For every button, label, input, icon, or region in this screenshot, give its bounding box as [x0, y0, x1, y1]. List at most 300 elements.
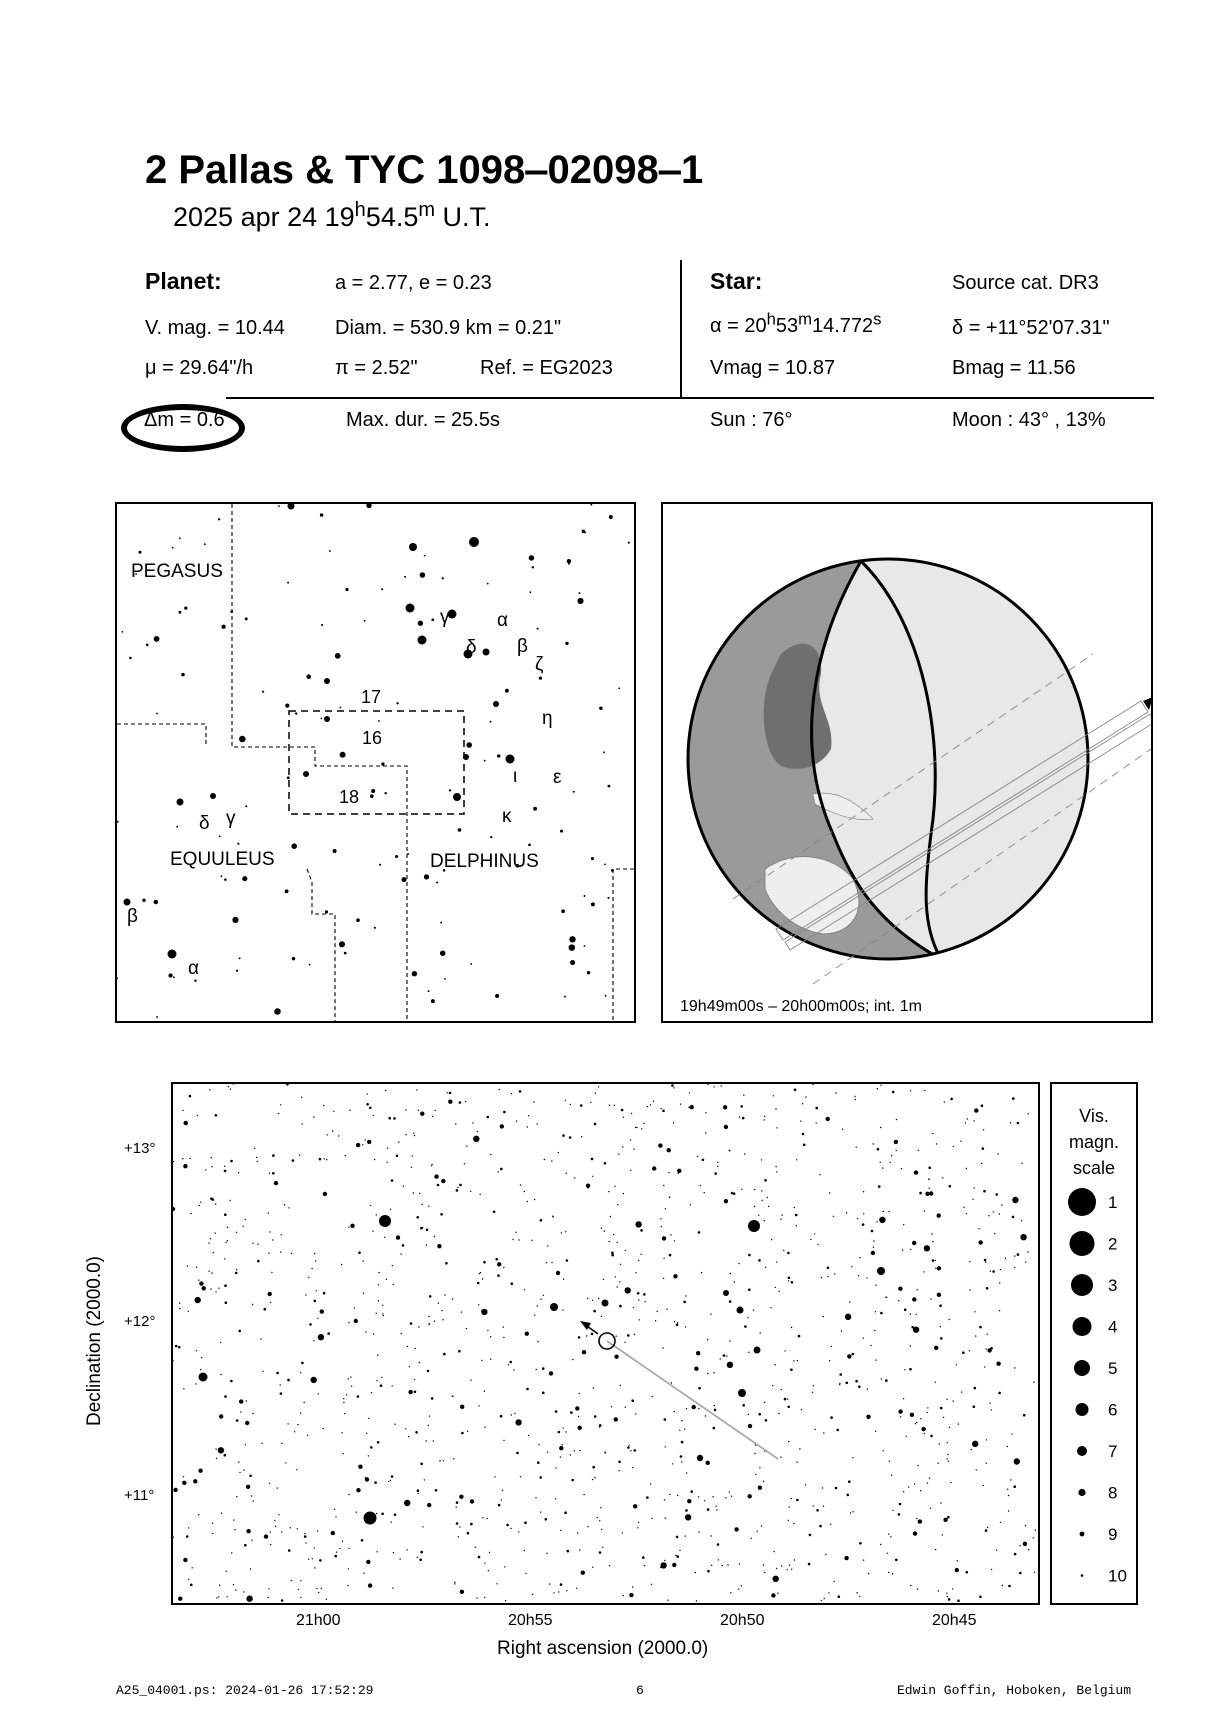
detail-star: [536, 1123, 537, 1124]
finder-star: [366, 504, 371, 508]
star-label-delta-equulei: δ: [199, 813, 210, 834]
detail-star: [199, 1373, 208, 1382]
detail-star: [880, 1127, 881, 1128]
detail-star: [877, 1267, 885, 1275]
detail-star: [899, 1503, 902, 1506]
detail-star: [219, 1585, 220, 1586]
detail-star: [661, 1108, 662, 1109]
detail-star: [193, 1479, 197, 1483]
planet-heading: Planet:: [145, 268, 222, 294]
detail-star: [189, 1095, 192, 1098]
detail-star: [429, 1415, 430, 1416]
detail-star: [892, 1091, 895, 1094]
detail-star: [917, 1289, 918, 1290]
detail-star: [271, 1272, 272, 1273]
detail-star: [434, 1236, 435, 1237]
detail-star: [516, 1452, 519, 1455]
detail-star: [763, 1119, 764, 1120]
detail-star: [961, 1391, 962, 1392]
detail-star: [257, 1161, 258, 1162]
detail-star: [598, 1298, 599, 1299]
detail-star: [940, 1502, 941, 1503]
detail-star: [904, 1369, 905, 1370]
detail-star: [658, 1143, 662, 1147]
detail-star: [550, 1303, 558, 1311]
finder-star: [444, 978, 446, 980]
x-axis-label: Right ascension (2000.0): [497, 1638, 709, 1659]
detail-star: [793, 1523, 794, 1524]
detail-star: [372, 1231, 373, 1232]
detail-star: [268, 1588, 269, 1589]
finder-star: [420, 572, 426, 578]
scale-title-line: scale: [1072, 1158, 1116, 1178]
detail-star: [313, 1116, 314, 1117]
detail-star: [528, 1115, 529, 1116]
detail-star: [924, 1245, 930, 1251]
detail-star: [224, 1213, 227, 1216]
detail-star: [761, 1525, 762, 1526]
detail-star: [805, 1096, 806, 1097]
detail-star: [764, 1179, 767, 1182]
detail-star: [888, 1211, 889, 1212]
detail-star: [556, 1271, 560, 1275]
detail-star: [570, 1411, 573, 1414]
detail-star: [479, 1273, 480, 1274]
detail-star: [418, 1493, 419, 1494]
detail-star: [810, 1239, 811, 1240]
detail-star: [714, 1409, 717, 1412]
detail-star: [484, 1391, 485, 1392]
detail-star: [685, 1326, 686, 1327]
detail-star: [877, 1088, 878, 1089]
detail-star: [318, 1334, 324, 1340]
detail-star: [370, 1205, 371, 1206]
detail-star: [944, 1101, 945, 1102]
detail-star: [849, 1302, 850, 1303]
detail-star: [967, 1118, 968, 1119]
detail-star: [331, 1531, 335, 1535]
dec-tick-11: +11°: [124, 1487, 155, 1504]
detail-star: [503, 1111, 506, 1114]
detail-star: [775, 1287, 776, 1288]
detail-star: [394, 1513, 397, 1516]
detail-star: [839, 1373, 842, 1376]
detail-star: [688, 1107, 689, 1108]
finder-star: [156, 1016, 158, 1018]
detail-star: [173, 1161, 174, 1162]
detail-star: [723, 1290, 729, 1296]
finder-star: [329, 550, 331, 552]
detail-star: [298, 1589, 299, 1590]
detail-star: [630, 1139, 631, 1140]
detail-star: [221, 1513, 222, 1514]
detail-star: [821, 1600, 822, 1601]
detail-star: [677, 1322, 678, 1323]
finder-star: [568, 563, 570, 565]
detail-star: [592, 1567, 593, 1568]
detail-star: [836, 1429, 839, 1432]
detail-star: [224, 1258, 225, 1259]
detail-star: [916, 1314, 917, 1315]
detail-star: [640, 1254, 641, 1255]
finder-star: [418, 636, 427, 645]
detail-star: [601, 1228, 602, 1229]
detail-star: [976, 1469, 977, 1470]
detail-star: [879, 1217, 885, 1223]
detail-star: [235, 1272, 238, 1275]
detail-star: [470, 1499, 474, 1503]
detail-star: [411, 1167, 412, 1168]
detail-star: [939, 1305, 942, 1308]
detail-star: [661, 1226, 662, 1227]
planet-parallax: π = 2.52": [335, 357, 418, 379]
detail-star: [427, 1370, 430, 1373]
detail-star: [376, 1513, 377, 1514]
detail-star: [433, 1440, 434, 1441]
detail-star: [558, 1591, 559, 1592]
detail-star: [880, 1544, 881, 1545]
detail-star: [497, 1262, 501, 1266]
detail-star: [481, 1309, 487, 1315]
detail-star: [887, 1553, 888, 1554]
detail-star: [546, 1553, 547, 1554]
detail-star: [684, 1429, 685, 1430]
detail-star: [466, 1145, 467, 1146]
finder-star: [605, 995, 607, 997]
detail-star: [414, 1379, 415, 1380]
detail-star: [339, 1548, 340, 1549]
finder-star: [395, 855, 398, 858]
detail-star: [717, 1543, 720, 1546]
detail-star: [989, 1402, 990, 1403]
detail-star: [239, 1399, 243, 1403]
detail-star: [846, 1212, 847, 1213]
detail-star: [690, 1204, 691, 1205]
magnitude-scale-label: 4: [1108, 1317, 1118, 1337]
detail-star: [390, 1209, 391, 1210]
detail-star: [381, 1513, 384, 1516]
detail-star: [650, 1483, 651, 1484]
detail-star: [680, 1455, 683, 1458]
detail-star: [946, 1458, 947, 1459]
detail-star: [618, 1461, 621, 1464]
detail-star: [363, 1573, 364, 1574]
detail-star: [668, 1600, 669, 1601]
detail-star: [281, 1234, 282, 1235]
finder-star: [374, 927, 376, 929]
detail-star: [447, 1092, 448, 1093]
detail-star: [366, 1560, 370, 1564]
detail-star: [348, 1548, 349, 1549]
detail-star: [873, 1247, 874, 1248]
detail-star: [418, 1110, 419, 1111]
detail-star: [995, 1193, 998, 1196]
ra-tick-20h50: 20h50: [720, 1612, 765, 1629]
event-datetime: 2025 apr 24 19$^h$54.5$^m$ U.T.: [173, 199, 491, 232]
finder-star: [172, 547, 174, 549]
detail-star: [269, 1483, 270, 1484]
detail-star: [415, 1348, 416, 1349]
detail-star: [936, 1143, 937, 1144]
finder-star: [577, 598, 583, 604]
detail-star: [611, 1254, 614, 1257]
detail-star: [533, 1101, 534, 1102]
detail-star: [631, 1399, 634, 1402]
detail-star: [1033, 1537, 1034, 1538]
detail-star: [601, 1529, 602, 1530]
detail-star: [718, 1559, 719, 1560]
detail-star: [928, 1166, 931, 1169]
detail-star: [537, 1341, 538, 1342]
detail-star: [888, 1572, 889, 1573]
finder-star: [483, 649, 490, 656]
detail-star: [195, 1383, 196, 1384]
finder-star: [237, 843, 239, 845]
detail-star: [660, 1218, 661, 1219]
detail-star: [183, 1164, 187, 1168]
detail-chart: [171, 1082, 1040, 1605]
detail-star: [758, 1214, 759, 1215]
detail-star: [480, 1272, 481, 1273]
detail-star: [280, 1251, 281, 1252]
detail-star: [356, 1488, 360, 1492]
detail-star: [448, 1100, 452, 1104]
detail-star: [999, 1310, 1000, 1311]
detail-star: [932, 1133, 933, 1134]
detail-star: [680, 1104, 681, 1105]
detail-star: [188, 1311, 189, 1312]
detail-star: [235, 1589, 236, 1590]
star-label-gamma-delphini: γ: [440, 607, 450, 628]
detail-star: [500, 1168, 503, 1171]
detail-star: [459, 1495, 463, 1499]
detail-star: [438, 1303, 439, 1304]
detail-star: [592, 1300, 593, 1301]
detail-star: [224, 1454, 227, 1457]
detail-star: [373, 1333, 374, 1334]
detail-star: [799, 1448, 800, 1449]
detail-star: [398, 1142, 399, 1143]
finder-star: [306, 674, 311, 679]
detail-star: [551, 1160, 552, 1161]
detail-star: [644, 1565, 645, 1566]
detail-star: [315, 1260, 316, 1261]
detail-star: [895, 1559, 898, 1562]
detail-star: [514, 1413, 515, 1414]
detail-star: [628, 1445, 629, 1446]
detail-star: [286, 1084, 289, 1086]
detail-star: [484, 1597, 485, 1598]
detail-star: [677, 1555, 680, 1558]
detail-star: [300, 1412, 301, 1413]
detail-star: [281, 1531, 282, 1532]
detail-star: [1019, 1572, 1022, 1575]
finder-star: [561, 909, 565, 913]
detail-star: [734, 1527, 738, 1531]
detail-star: [379, 1215, 391, 1227]
detail-star: [510, 1528, 511, 1529]
detail-star: [1014, 1267, 1015, 1268]
detail-star: [549, 1583, 550, 1584]
detail-star: [911, 1326, 914, 1329]
star-label-18: 18: [339, 787, 360, 807]
detail-star: [546, 1262, 547, 1263]
detail-star: [274, 1181, 278, 1185]
detail-star: [401, 1333, 402, 1334]
finder-star: [236, 970, 238, 972]
detail-star: [747, 1317, 748, 1318]
detail-star: [301, 1362, 304, 1365]
detail-star: [224, 1395, 227, 1398]
detail-star: [1011, 1433, 1012, 1434]
detail-star: [617, 1204, 618, 1205]
finder-star: [418, 621, 423, 626]
detail-star: [496, 1583, 497, 1584]
detail-star: [252, 1243, 253, 1244]
detail-star: [431, 1165, 432, 1166]
detail-star: [908, 1486, 909, 1487]
finder-star: [356, 918, 360, 922]
detail-star: [614, 1355, 618, 1359]
finder-star: [179, 537, 181, 539]
detail-star: [791, 1281, 794, 1284]
detail-star: [871, 1251, 875, 1255]
detail-star: [472, 1122, 473, 1123]
detail-star: [788, 1520, 789, 1521]
finder-star: [333, 849, 337, 853]
finder-star: [239, 957, 241, 959]
detail-star: [962, 1351, 965, 1354]
detail-star: [669, 1254, 672, 1257]
detail-star: [608, 1241, 609, 1242]
detail-star: [666, 1309, 667, 1310]
detail-star: [705, 1112, 706, 1113]
detail-star: [597, 1517, 598, 1518]
detail-star: [175, 1345, 178, 1348]
detail-star: [373, 1115, 374, 1116]
detail-star: [618, 1470, 619, 1471]
detail-star: [304, 1402, 305, 1403]
detail-star: [910, 1585, 911, 1586]
detail-star: [930, 1508, 931, 1509]
detail-star: [748, 1414, 749, 1415]
detail-star: [418, 1326, 419, 1327]
detail-star: [842, 1129, 843, 1130]
star-label-eta-delphini: η: [542, 708, 553, 729]
detail-star: [280, 1104, 281, 1105]
detail-star: [378, 1272, 379, 1273]
detail-star: [563, 1427, 564, 1428]
detail-star: [635, 1221, 641, 1227]
sun-elongation: Sun : 76°: [710, 409, 793, 431]
detail-star: [982, 1147, 985, 1150]
detail-star: [251, 1495, 252, 1496]
detail-star: [586, 1184, 590, 1188]
detail-star: [910, 1249, 911, 1250]
detail-star: [431, 1397, 434, 1400]
detail-star: [383, 1315, 384, 1316]
detail-star: [986, 1439, 987, 1440]
constellation-delphinus: DELPHINUS: [430, 851, 539, 872]
detail-star: [195, 1297, 201, 1303]
detail-star: [932, 1241, 933, 1242]
detail-star: [317, 1530, 318, 1531]
detail-star: [234, 1529, 235, 1530]
detail-star: [420, 1551, 423, 1554]
detail-star: [393, 1117, 396, 1120]
detail-star: [788, 1441, 789, 1442]
detail-star: [363, 1260, 364, 1261]
detail-star: [332, 1130, 333, 1131]
detail-star: [851, 1353, 854, 1356]
detail-star: [614, 1186, 615, 1187]
detail-star: [932, 1259, 935, 1262]
detail-star: [839, 1384, 840, 1385]
finder-star: [309, 964, 311, 966]
detail-star: [230, 1380, 233, 1383]
detail-star: [190, 1158, 191, 1159]
detail-star: [305, 1294, 306, 1295]
table-divider: [680, 260, 682, 398]
detail-star: [598, 1086, 599, 1087]
detail-star: [776, 1171, 777, 1172]
detail-star: [939, 1443, 940, 1444]
ra-tick-20h55: 20h55: [508, 1612, 553, 1629]
detail-star: [652, 1396, 653, 1397]
detail-star: [354, 1319, 358, 1323]
detail-star: [1012, 1097, 1015, 1100]
detail-star: [637, 1292, 640, 1295]
detail-star: [470, 1380, 471, 1381]
detail-star: [422, 1526, 423, 1527]
detail-star: [262, 1371, 263, 1372]
finder-star: [587, 971, 590, 974]
detail-star: [570, 1454, 571, 1455]
detail-star: [698, 1408, 699, 1409]
detail-star: [787, 1252, 790, 1255]
detail-star: [356, 1512, 357, 1513]
detail-star: [727, 1564, 728, 1565]
detail-star: [828, 1592, 829, 1593]
magnitude-scale-dot: [1081, 1574, 1084, 1577]
detail-star: [511, 1414, 512, 1415]
footer-page: 6: [636, 1683, 644, 1698]
detail-star: [416, 1216, 419, 1219]
detail-star: [376, 1380, 377, 1381]
detail-star: [707, 1570, 710, 1573]
detail-star: [754, 1347, 761, 1354]
detail-star: [1028, 1549, 1029, 1550]
detail-star: [254, 1148, 255, 1149]
detail-star: [1019, 1545, 1020, 1546]
star-right-ascension: $\alpha = 20^h53^m14.772^s$: [710, 309, 882, 337]
star-label-epsilon-delphini: ε: [553, 767, 562, 788]
detail-star: [376, 1214, 377, 1215]
detail-star: [374, 1481, 377, 1484]
detail-star: [441, 1310, 442, 1311]
detail-star: [710, 1314, 711, 1315]
detail-star: [940, 1337, 943, 1340]
detail-star: [724, 1199, 728, 1203]
detail-star: [696, 1351, 700, 1355]
detail-star: [909, 1368, 912, 1371]
detail-star: [685, 1509, 688, 1512]
detail-star: [549, 1371, 553, 1375]
detail-star: [795, 1214, 798, 1217]
detail-star: [456, 1507, 457, 1508]
detail-star: [937, 1293, 941, 1297]
detail-star: [675, 1555, 676, 1556]
